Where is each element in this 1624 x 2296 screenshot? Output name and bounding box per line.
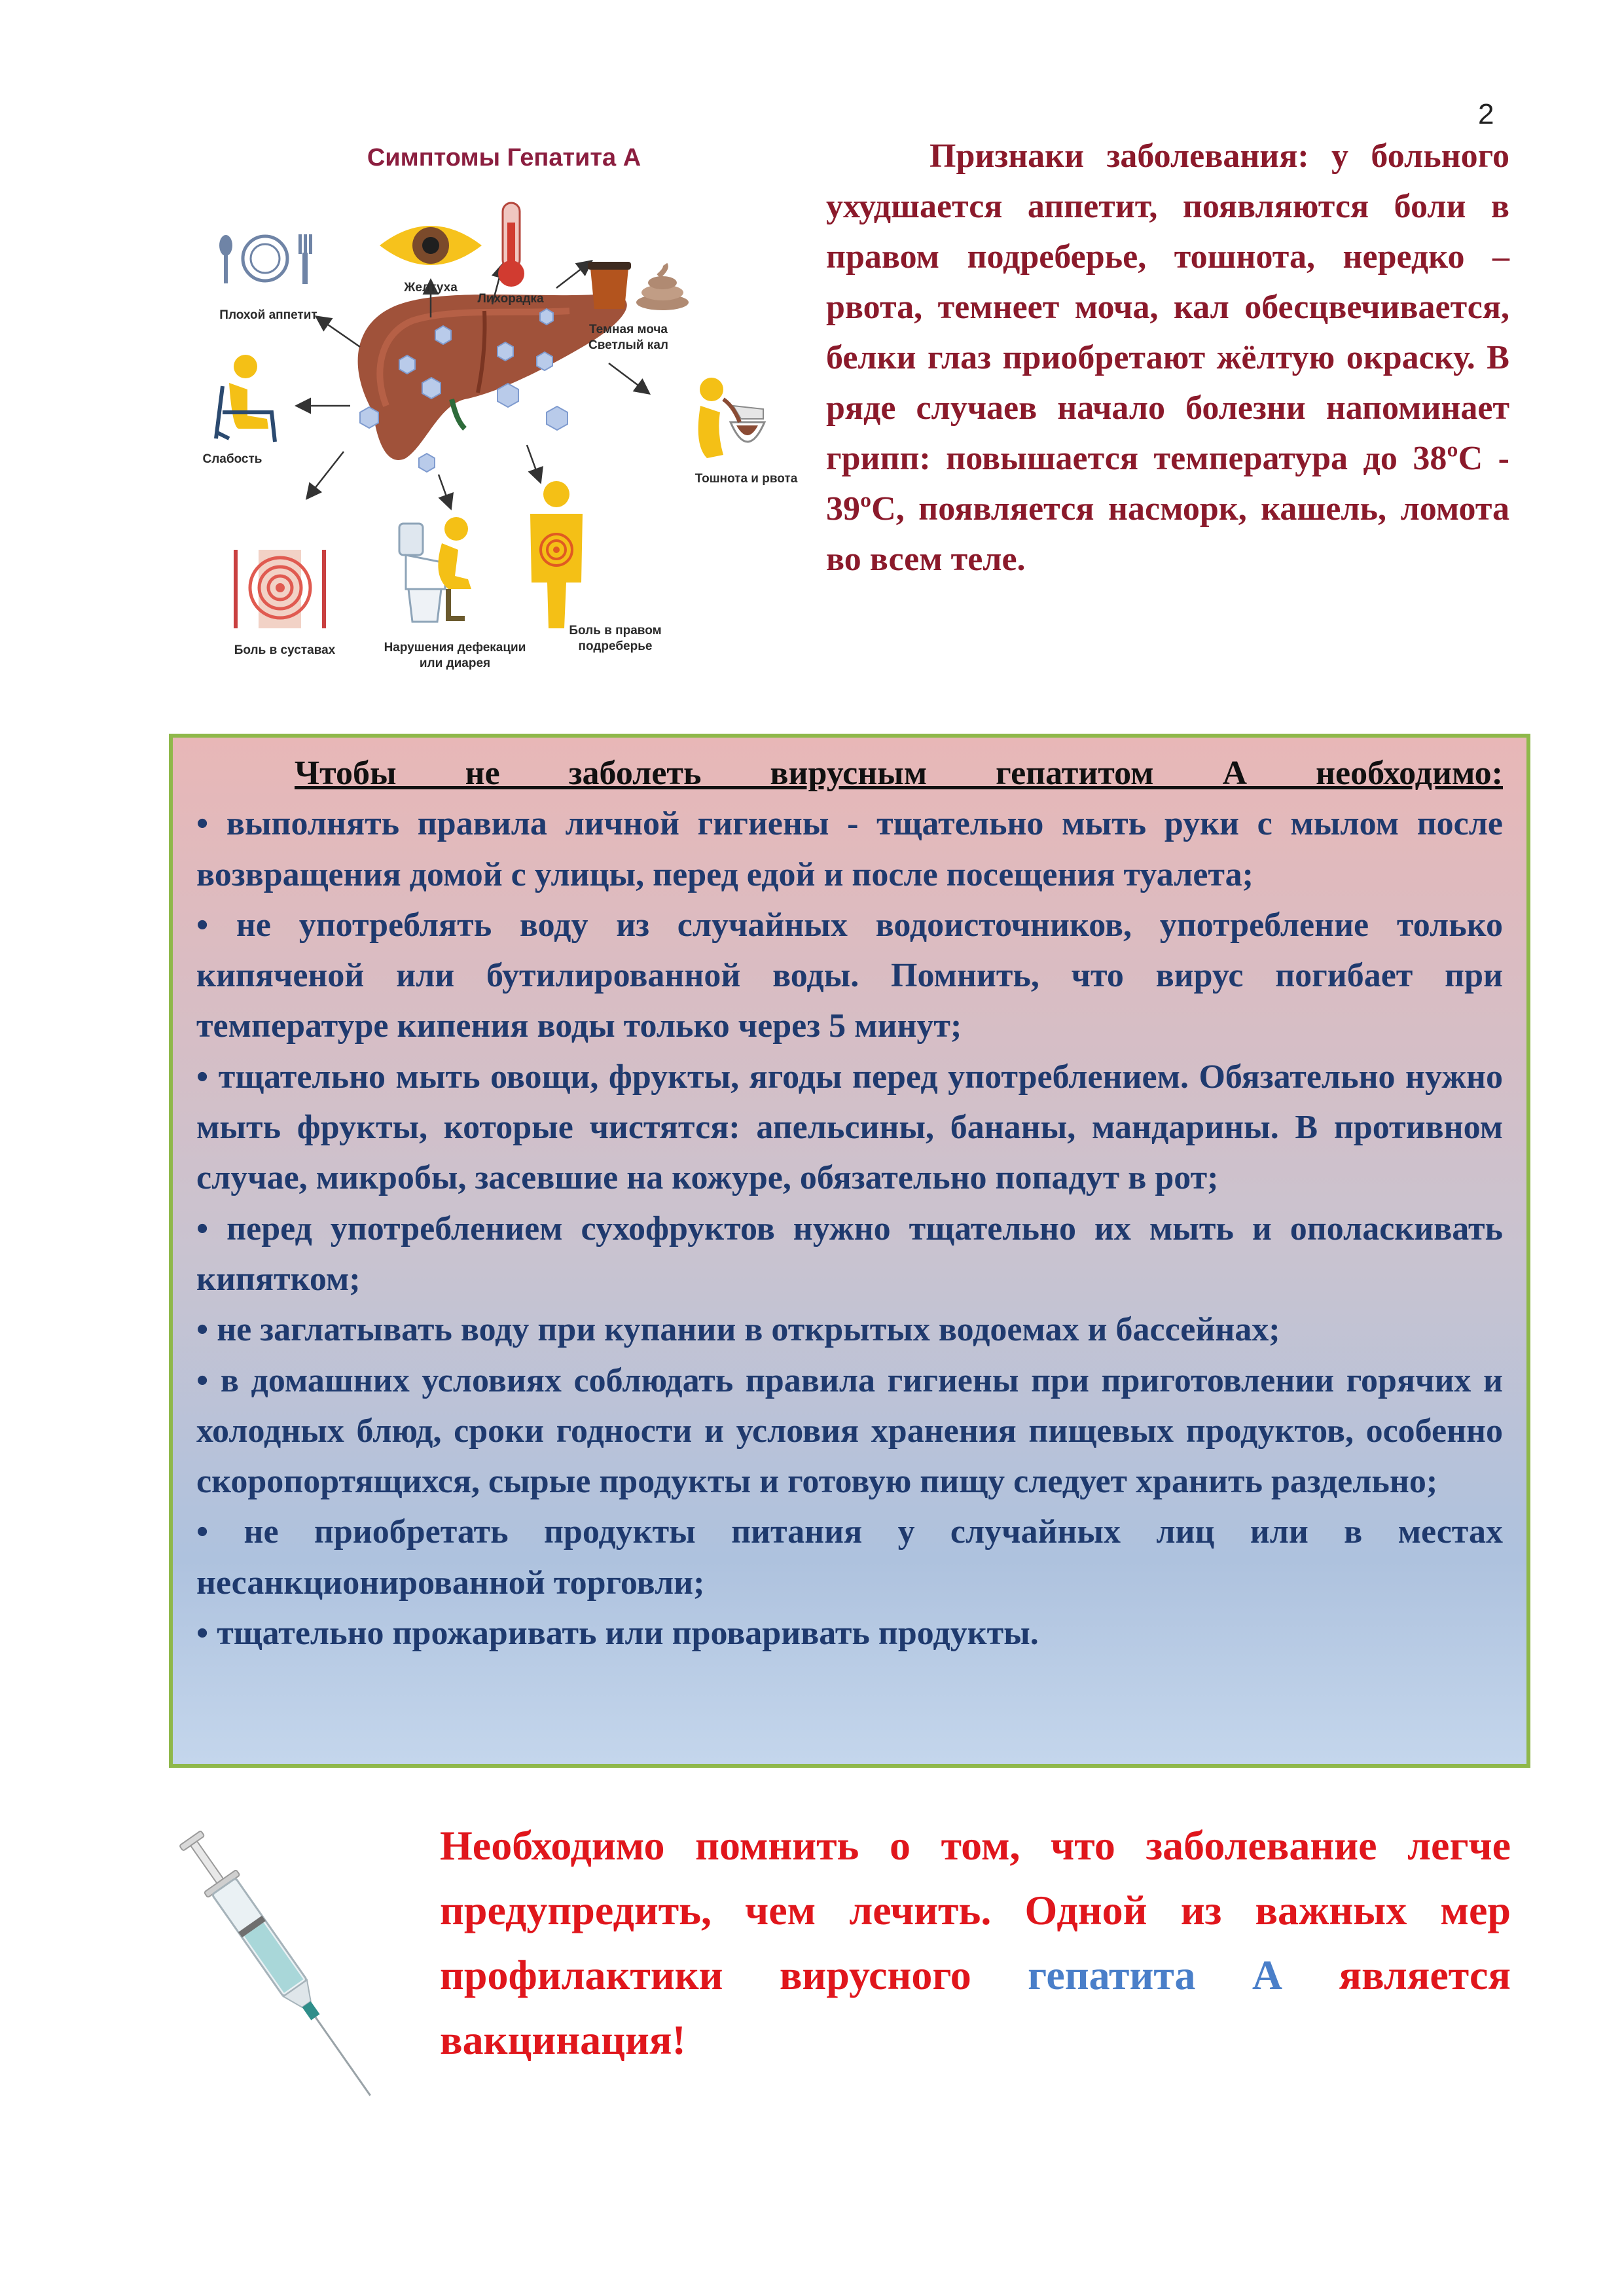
label-defecation-line2: или диарея [419, 656, 491, 670]
prevention-heading: Чтобы не заболеть вирусным гепатитом А необходимо: [295, 755, 1503, 792]
label-right-pain-line2: подреберье [578, 639, 653, 653]
label-defecation-line1: Нарушения дефекации [384, 641, 526, 655]
label-defecation [373, 640, 537, 672]
label-dark-urine [583, 322, 674, 353]
stool-icon [636, 264, 689, 310]
disease-signs-paragraph: Признаки заболевания: у больного ухудшается аппетит, появляются боли в правом подреберье, тошнота, нередко – рвота, темнеет моча, кал обесцвечивается, белки глаз приобретают жёлтую окраску. В ряде случаев начало болезни напоминает грипп: повышается температура до 38ºС - 39ºС, появляется насморк, кашель, ломота во всем теле. [826, 137, 1509, 578]
label-right-pain-line1: Боль в правом [569, 624, 662, 637]
label-weakness: Слабость [202, 452, 262, 466]
label-nausea: Тошнота и рвота [695, 472, 798, 486]
page-number: 2 [1478, 98, 1494, 130]
prevention-item: • выполнять правила личной гигиены - тщательно мыть руки с мылом после возвращения домой с улицы, перед едой и после посещения туалета; [196, 805, 1503, 893]
prevention-item: • не заглатывать воду при купании в открытых водоемах и бассейнах; [196, 1311, 1280, 1349]
label-fever: Лихорадка [477, 292, 544, 306]
prevention-item: • не приобретать продукты питания у случайных лиц или в местах несанкционированной торговли; [196, 1513, 1503, 1602]
weak-person-icon [216, 355, 275, 442]
vaccination-note-text-end: является вакцинация! [440, 1952, 1511, 2063]
label-dark-urine-line1: Темная моча [589, 323, 668, 336]
label-poor-appetite: Плохой аппетит [219, 308, 317, 322]
vaccination-note [440, 1813, 1511, 2072]
urine-cup-icon [588, 262, 631, 309]
label-jaundice: Желтуха [404, 281, 458, 295]
eye-icon [380, 226, 482, 265]
label-joint-pain: Боль в суставах [234, 643, 336, 657]
prevention-item: • перед употреблением сухофруктов нужно тщательно их мыть и ополаскивать кипятком; [196, 1210, 1503, 1298]
infographic-title: Симптомы Гепатита А [367, 144, 641, 171]
vaccination-note-text: Необходимо помнить о том, что заболевание легче предупредить, чем лечить. Одной из важных мер профилактики вирусного [440, 1822, 1511, 1998]
hepatitis-a-highlight: гепатита А [1028, 1952, 1283, 1998]
prevention-item: • тщательно прожаривать или проваривать продукты. [196, 1615, 1039, 1653]
abdominal-pain-icon [530, 481, 583, 628]
prevention-item: • не употреблять воду из случайных водоисточников, употребление только кипяченой или бутилированной воды. Помнить, что вирус погибает при температуре кипения воды только через 5 минут; [196, 906, 1503, 1045]
toilet-icon [399, 517, 471, 622]
prevention-item: • тщательно мыть овощи, фрукты, ягоды перед употреблением. Обязательно нужно мыть фрукты, которые чистятся: апельсины, бананы, мандарины. В противном случае, микробы, засевшие на кожуре, обязательно попадут в рот; [196, 1058, 1503, 1197]
thermometer-icon [498, 203, 524, 287]
symptoms-diagram [190, 131, 818, 694]
hepatitis-symptoms-infographic [190, 131, 818, 694]
syringe-icon [169, 1816, 391, 2117]
plate-icon [219, 234, 312, 284]
prevention-box [169, 734, 1530, 1768]
liver-icon [358, 295, 627, 460]
label-dark-urine-line2: Светлый кал [588, 338, 668, 352]
prevention-item: • в домашних условиях соблюдать правила гигиены при приготовлении горячих и холодных блюд, сроки годности и условия хранения пищевых продуктов, особенно скоропортящихся, сырые продукты и готовую пищу следует хранить раздельно; [196, 1361, 1503, 1501]
label-right-pain [556, 623, 674, 655]
joint-pain-icon [236, 550, 324, 628]
vomiting-person-icon [698, 378, 765, 458]
